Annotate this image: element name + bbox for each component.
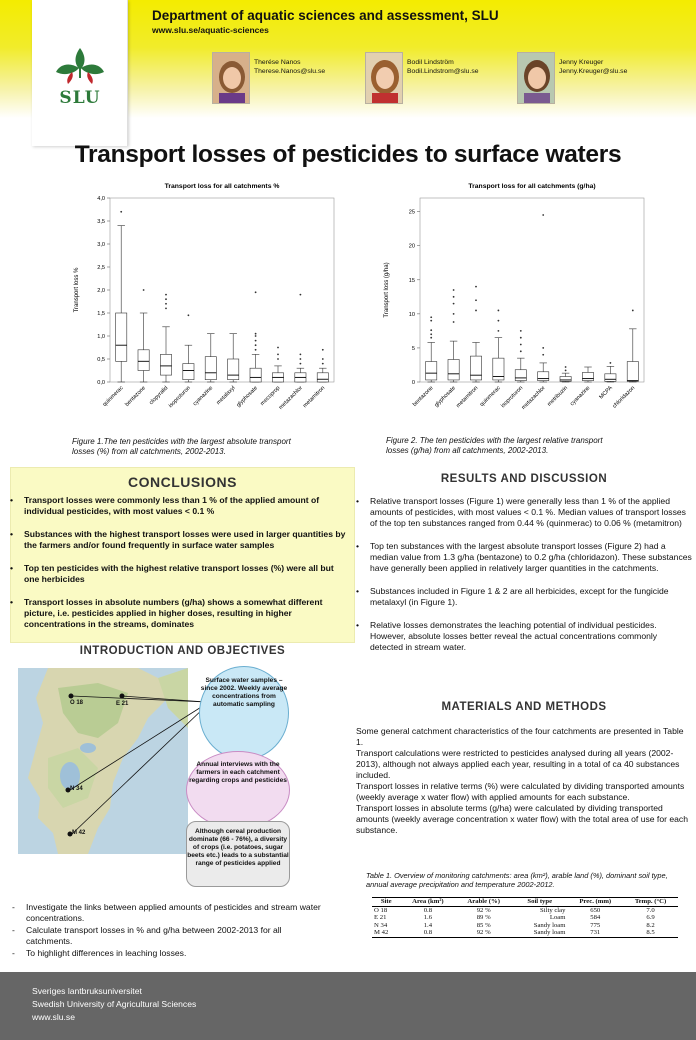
map-connector-lines — [70, 690, 210, 840]
outlier-point — [322, 358, 324, 360]
x-tick-label: metamitron — [455, 385, 480, 410]
outlier-point — [475, 286, 477, 288]
methods-paragraph: Transport losses in relative terms (%) were calculated by dividing transported amounts (weekly average x water flow) with applied amounts for each substance. — [356, 781, 685, 802]
outlier-point — [165, 298, 167, 300]
bubble-interviews: Annual interviews with the farmers in each catchment regarding crops and pesticides — [186, 751, 290, 829]
x-tick-label: bentazone — [124, 385, 148, 408]
bubble-crop-diversity: Although cereal production dominate (66 - 76%), a diversity of crops (i.e. potatoes, sugar beets etc.) leads to a substantial range of pesticides applied — [186, 821, 290, 887]
y-tick-label: 0,5 — [97, 357, 105, 363]
slu-leaf-icon — [52, 46, 108, 86]
author-name: Therése Nanos — [254, 59, 301, 66]
y-axis-label: Transport loss % — [74, 267, 80, 313]
outlier-point — [453, 321, 455, 323]
box-iqr — [228, 359, 239, 380]
x-tick-label: quinmerac — [101, 385, 125, 408]
author-email[interactable]: Therese.Nanos@slu.se — [254, 68, 326, 75]
outlier-point — [475, 310, 477, 312]
x-tick-label: isoproturon — [167, 385, 192, 410]
slu-logo — [32, 0, 128, 146]
outlier-point — [430, 320, 432, 322]
bubble-surface-water: Surface water samples – since 2002. Weekly average concentrations from automatic sampling — [199, 666, 289, 760]
x-tick-label: chloridazon — [611, 385, 637, 410]
objectives-list — [12, 902, 322, 960]
outlier-point — [277, 354, 279, 356]
methods-heading: MATERIALS AND METHODS — [441, 701, 607, 713]
box-glyphosate — [250, 291, 261, 382]
outlier-point — [430, 316, 432, 318]
map-label-m42: M 42 — [72, 830, 86, 836]
boxplot-chart-gha — [372, 178, 652, 430]
list-item: • Top ten pesticides with the highest relative transport losses (%) were all but one herbicides — [10, 563, 334, 584]
list-item: • Substances included in Figure 1 & 2 are all herbicides, except for the fungicide metalaxyl (in Figure 1). — [356, 586, 669, 607]
author-name: Jenny Kreuger — [559, 59, 604, 66]
box-metribuzin — [560, 366, 571, 382]
outlier-point — [143, 289, 145, 291]
outlier-point — [542, 214, 544, 216]
table-row: O 18 0.8 92 % Silty clay 650 7.0 — [374, 906, 655, 914]
box-mecoprop — [272, 347, 283, 382]
figure-1-caption: Figure 1.The ten pesticides with the largest absolute transport losses (%) from all catchments, 2002-2013. — [72, 437, 291, 456]
table-row: N 34 1.4 85 % Sandy loam 775 8.2 — [374, 921, 655, 929]
figure-2-caption: Figure 2. The ten pesticides with the largest relative transport losses (g/ha) from all catchments, 2002-2013. — [386, 436, 603, 455]
box-isoproturon — [515, 330, 526, 382]
box-quinmerac — [116, 211, 127, 382]
y-axis-label: Transport loss (g/ha) — [384, 262, 390, 318]
box-iqr — [515, 370, 526, 381]
box-clopyralid — [160, 294, 171, 382]
box-cyanazine — [205, 334, 216, 382]
outlier-point — [255, 291, 257, 293]
box-MCPA — [605, 362, 616, 382]
y-tick-label: 3,0 — [97, 242, 105, 248]
table-row: E 21 1.6 89 % Loam 584 6.9 — [374, 914, 655, 921]
results-list — [356, 496, 692, 665]
outlier-point — [565, 366, 567, 368]
outlier-point — [542, 347, 544, 349]
box-metazachlor — [295, 294, 306, 382]
outlier-point — [165, 308, 167, 310]
outlier-point — [520, 337, 522, 339]
methods-text — [356, 726, 690, 836]
x-tick-label: metalaxyl — [215, 385, 237, 407]
outlier-point — [610, 362, 612, 364]
department-title: Department of aquatic sciences and assessment, SLU — [152, 8, 499, 23]
outlier-point — [255, 349, 257, 351]
list-item: - To highlight differences in leaching losses. — [12, 948, 187, 958]
x-tick-label: metribuzin — [546, 385, 570, 408]
y-tick-label: 4,0 — [97, 196, 105, 202]
y-tick-label: 5 — [411, 345, 415, 352]
box-iqr — [426, 362, 437, 380]
outlier-point — [188, 314, 190, 316]
outlier-point — [453, 303, 455, 305]
list-item: - Investigate the links between applied amounts of pesticides and stream water concentrations. — [12, 902, 321, 923]
y-tick-label: 25 — [408, 209, 415, 216]
outlier-point — [475, 299, 477, 301]
methods-paragraph: Some general catchment characteristics of the four catchments are presented in Table 1. — [356, 726, 684, 747]
x-tick-label: glyphosate — [433, 385, 458, 409]
list-item: • Transport losses in absolute numbers (g/ha) shows a somewhat different picture, i.e. pesticides applied in higher doses, resulting in higher concentrations in the streams, dominates — [10, 597, 323, 629]
y-tick-label: 15 — [408, 277, 415, 284]
y-tick-label: 2,5 — [97, 265, 105, 271]
list-item: • Top ten substances with the largest absolute transport losses (Figure 2) had a median value from 1.3 g/ha (bentazone) to 0.2 g/ha (chloridazon). These substances have generally been applied in relatively larger quantities in the catchments. — [356, 541, 692, 573]
conclusions-list — [10, 495, 350, 642]
box-iqr — [448, 360, 459, 380]
author-photo — [212, 52, 250, 104]
box-metalaxyl — [228, 334, 239, 382]
list-item: • Relative losses demonstrates the leaching potential of individual pesticides. However, absolute losses better reveal the actual concentrations commonly detected in stream water. — [356, 620, 658, 652]
outlier-point — [120, 211, 122, 213]
chart-title: Transport loss for all catchments % — [164, 183, 280, 190]
outlier-point — [430, 333, 432, 335]
y-tick-label: 20 — [408, 243, 415, 250]
x-tick-label: metazachlor — [520, 385, 547, 411]
x-tick-label: mecoprop — [259, 385, 282, 408]
outlier-point — [165, 294, 167, 296]
x-tick-label: cyanazine — [569, 385, 592, 408]
outlier-point — [277, 358, 279, 360]
table-header: Soil type — [527, 898, 553, 905]
author-photo — [517, 52, 555, 104]
x-tick-label: metazachlor — [278, 385, 304, 411]
map-label-o18: O 18 — [70, 700, 84, 706]
department-url[interactable]: www.slu.se/aquatic-sciences — [152, 25, 269, 35]
intro-heading: INTRODUCTION AND OBJECTIVES — [79, 645, 286, 657]
outlier-point — [322, 349, 324, 351]
author-email[interactable]: Bodil.Lindstrom@slu.se — [407, 68, 479, 75]
map-label-e21: E 21 — [116, 701, 129, 707]
box-iqr — [205, 357, 216, 380]
list-item: • Substances with the highest transport losses were used in larger quantities by the farmers and/or found frequently in surface water samples — [10, 529, 346, 550]
poster-title: Transport losses of pesticides to surface waters — [74, 141, 622, 168]
footer-link[interactable]: www.slu.se — [32, 1012, 75, 1022]
box-iqr — [627, 362, 638, 382]
footer-line: Swedish University of Agricultural Sciences — [32, 999, 197, 1009]
outlier-point — [255, 335, 257, 337]
x-tick-label: MCPA — [598, 385, 614, 401]
y-tick-label: 10 — [408, 311, 415, 318]
outlier-point — [520, 350, 522, 352]
box-metamitron — [470, 286, 481, 382]
outlier-point — [498, 320, 500, 322]
outlier-point — [300, 294, 302, 296]
box-bentazone — [138, 289, 149, 382]
outlier-point — [430, 329, 432, 331]
table-caption: Table 1. Overview of monitoring catchments: area (km²), arable land (%), dominant soil type, annual average precipitation and temperature 2002-2012. — [366, 871, 668, 889]
box-bentazone — [426, 316, 437, 382]
outlier-point — [430, 337, 432, 339]
outlier-point — [565, 370, 567, 372]
outlier-point — [498, 310, 500, 312]
y-tick-label: 1,0 — [97, 334, 105, 340]
box-iqr — [605, 374, 616, 381]
logo-text: SLU — [59, 88, 101, 108]
methods-paragraph: Transport calculations were restricted to pesticides analysed during all years (2002-2013), although not always applied each year, resulting in a total of ca 40 substances included. — [356, 748, 680, 780]
box-iqr — [560, 377, 571, 382]
author-name: Bodil Lindström — [407, 59, 454, 66]
chart-title: Transport loss for all catchments (g/ha) — [468, 183, 596, 190]
table-header: Arable (%) — [467, 898, 500, 905]
box-iqr — [138, 350, 149, 371]
outlier-point — [165, 303, 167, 305]
box-chloridazon — [627, 310, 638, 382]
table-row: M 42 0.8 92 % Sandy loam 731 8.5 — [372, 929, 678, 937]
box-iqr — [160, 354, 171, 375]
table-header: Site — [380, 898, 392, 905]
list-item: • Transport losses were commonly less than 1 % of the applied amount of individual pesticides, with most values < 0.1 % — [10, 495, 320, 516]
x-tick-label: bentazone — [411, 385, 435, 408]
footer — [0, 972, 696, 1040]
y-tick-label: 3,5 — [97, 219, 105, 225]
y-tick-label: 0,0 — [97, 380, 105, 386]
list-item: - Calculate transport losses in % and g/ha between 2002-2013 for all catchments. — [12, 925, 282, 946]
list-item: • Relative transport losses (Figure 1) were generally less than 1 % of the applied amounts of pesticides, with most values < 0.1 %. Median values of transport losses of the top ten substances ranged from 0.44 % (quinmerac) to 0.06 % (metamitron) — [356, 496, 686, 528]
x-tick-label: metamitron — [302, 385, 327, 410]
box-cyanazine — [582, 367, 593, 382]
x-tick-label: quinmerac — [479, 385, 502, 408]
outlier-point — [498, 330, 500, 332]
box-iqr — [116, 313, 127, 361]
outlier-point — [520, 330, 522, 332]
boxplot-chart-percent — [62, 178, 342, 430]
box-iqr — [317, 373, 328, 382]
box-isoproturon — [183, 314, 194, 382]
outlier-point — [300, 354, 302, 356]
outlier-point — [300, 363, 302, 365]
box-iqr — [582, 372, 593, 380]
results-heading: RESULTS AND DISCUSSION — [440, 473, 608, 485]
box-iqr — [470, 356, 481, 380]
table-header: Area (km²) — [412, 898, 444, 905]
box-iqr — [183, 364, 194, 380]
x-tick-label: glyphosate — [235, 385, 260, 409]
outlier-point — [300, 358, 302, 360]
conclusions-heading: CONCLUSIONS — [128, 474, 237, 490]
y-tick-label: 0 — [411, 380, 415, 386]
methods-paragraph: Transport losses in absolute terms (g/ha) were calculated by dividing transported amounts (weekly average concentration x water flow) with the total area of use for each substance. — [356, 803, 688, 835]
outlier-point — [520, 344, 522, 346]
author-photo — [365, 52, 403, 104]
author-email[interactable]: Jenny.Kreuger@slu.se — [559, 68, 628, 75]
map-label-n34: N 34 — [70, 786, 83, 792]
x-tick-label: isoproturon — [500, 385, 525, 410]
box-metamitron — [317, 349, 328, 382]
outlier-point — [255, 344, 257, 346]
outlier-point — [453, 313, 455, 315]
outlier-point — [322, 363, 324, 365]
box-quinmerac — [493, 310, 504, 382]
outlier-point — [255, 333, 257, 335]
x-tick-label: clopyralid — [148, 385, 170, 407]
outlier-point — [453, 296, 455, 298]
outlier-point — [277, 347, 279, 349]
outlier-point — [542, 354, 544, 356]
table-header: Prec. (mm) — [579, 898, 612, 905]
outlier-point — [255, 340, 257, 342]
outlier-point — [632, 310, 634, 312]
footer-line: Sveriges lantbruksuniversitet — [32, 986, 142, 996]
outlier-point — [453, 289, 455, 291]
y-tick-label: 2,0 — [97, 288, 105, 294]
x-tick-label: cyanazine — [192, 385, 215, 408]
table-header: Temp. (°C) — [634, 898, 667, 905]
box-glyphosate — [448, 289, 459, 382]
box-metazachlor — [538, 214, 549, 382]
catchment-table — [372, 897, 678, 938]
box-iqr — [250, 368, 261, 382]
y-tick-label: 1,5 — [97, 311, 105, 317]
box-iqr — [538, 372, 549, 381]
